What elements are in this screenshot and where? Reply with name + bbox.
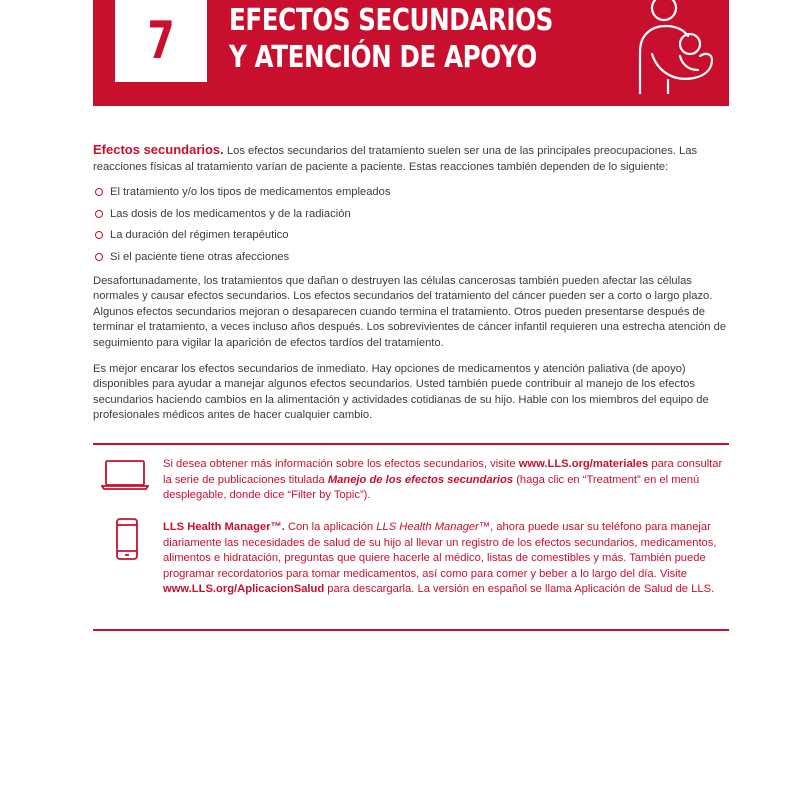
parent-holding-child-icon bbox=[632, 0, 716, 94]
chapter-number-box bbox=[115, 0, 207, 82]
top-divider bbox=[93, 443, 729, 445]
list-item: Las dosis de los medicamentos y de la radiación bbox=[93, 207, 733, 223]
bottom-divider bbox=[93, 629, 729, 631]
app-name: LLS Health Manager™ bbox=[376, 521, 491, 533]
bullet-icon bbox=[95, 231, 103, 239]
intro-lead: Efectos secundarios. bbox=[93, 142, 224, 157]
list-item: El tratamiento y/o los tipos de medicamentos empleados bbox=[93, 185, 733, 201]
bullet-icon bbox=[95, 253, 103, 261]
list-item: Si el paciente tiene otras afecciones bbox=[93, 250, 733, 266]
intro-paragraph bbox=[93, 142, 733, 175]
info-materials: Si desea obtener más información sobre los efectos secundarios, visite www.LLS.org/materiales para consultar la serie de publicaciones titulada Manejo de los efectos secundarios (haga clic en “Treatment” en el menú desplegable, donde dice “Filter by Topic”). bbox=[163, 458, 723, 502]
paragraph-3: Es mejor encarar los efectos secundarios de inmediato. Hay opciones de medicamentos y atención paliativa (de apoyo) disponibles para ayudar a manejar algunos efectos secundarios. Usted también puede contribuir al manejo de los efectos secundarios haciendo cambios en la alimentación y actividades cotidianas de su hijo. Hable con los miembros del equipo de profesionales médicos antes de hacer cualquier cambio. bbox=[93, 362, 709, 422]
chapter-number: 7 bbox=[147, 11, 175, 71]
smartphone-icon bbox=[115, 518, 139, 560]
health-manager-lead: LLS Health Manager™. bbox=[163, 521, 285, 533]
chapter-title-line1: EFECTOS SECUNDARIOS bbox=[229, 3, 553, 38]
app-link[interactable]: www.LLS.org/AplicacionSalud bbox=[163, 583, 325, 596]
intro-text: Los efectos secundarios del tratamiento suelen ser una de las principales preocupaciones. Las reacciones físicas al tratamiento varían de paciente a paciente. Estas reacciones también dependen de lo siguiente: bbox=[93, 145, 698, 173]
bullet-icon bbox=[95, 210, 103, 218]
main-content bbox=[93, 142, 733, 434]
list-item: La duración del régimen terapéutico bbox=[93, 228, 733, 244]
series-title: Manejo de los efectos secundarios bbox=[327, 473, 514, 486]
chapter-title bbox=[229, 2, 553, 76]
info-health-manager: LLS Health Manager™. Con la aplicación LLS Health Manager™, ahora puede usar su teléfono para manejar diariamente las necesidades de salud de su hijo al llevar un registro de los efectos secundarios, medicamentos, alimentos e hidratación, preguntas que quiere hacerle al médico, listas de comestibles y más. También puede programar recordatorios para tomar medicamentos, así como para comer y beber a lo largo del día. Visite www.LLS.org/AplicacionSalud para descargarla. La versión en español se llama Aplicación de Salud de LLS. bbox=[163, 521, 717, 596]
paragraph-2: Desafortunadamente, los tratamientos que dañan o destruyen las células cancerosas también pueden afectar las células normales y causar efectos secundarios. Los efectos secundarios del tratamiento del cáncer pueden ser a corto o largo plazo. Algunos efectos secundarios mejoran o desaparecen cuando termina el tratamiento. Otros pueden presentarse después de terminar el tratamiento, a veces incluso años después. Los sobrevivientes de cáncer infantil requieren una estrecha atención de seguimiento para vigilar la aparición de efectos tardíos del tratamiento. bbox=[93, 274, 727, 349]
bullet-icon bbox=[95, 188, 103, 196]
factors-list bbox=[93, 185, 733, 265]
laptop-icon bbox=[101, 459, 149, 491]
materials-link[interactable]: www.LLS.org/materiales bbox=[518, 458, 649, 470]
chapter-title-line2: Y ATENCIÓN DE APOYO bbox=[229, 40, 537, 75]
